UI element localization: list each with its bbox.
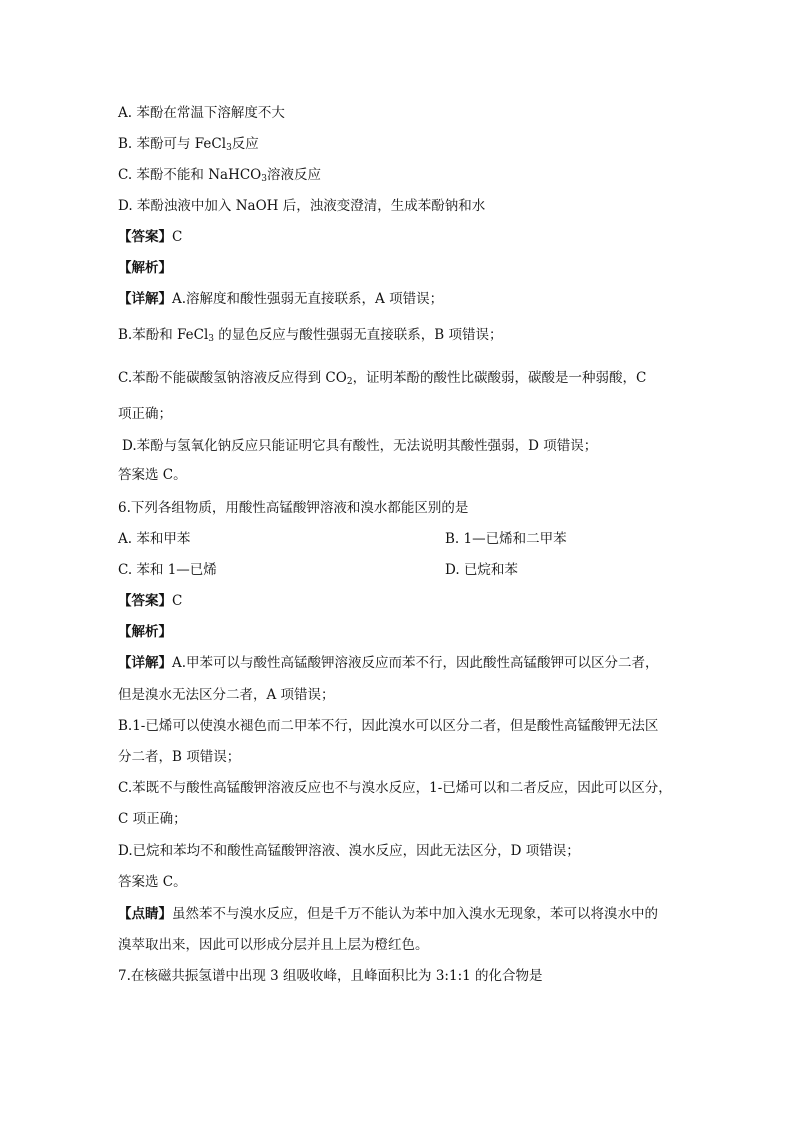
q5-detail-c-line2: 项正确； [118,406,172,422]
q6-stem: 6.下列各组物质，用酸性高锰酸钾溶液和溴水都能区别的是 [118,500,469,516]
q6-detail-d: D.已烷和苯均不和酸性高锰酸钾溶液、溴水反应，因此无法区分，D 项错误； [118,843,580,859]
q6-detail-c-line1: C.苯既不与酸性高锰酸钾溶液反应也不与溴水反应，1-已烯可以和二者反应，因此可以区分， [118,780,672,796]
q5-option-c: C. 苯酚不能和 NaHCO$_3$溶液反应 [118,167,321,184]
q6-option-d: D. 已烷和苯 [445,562,518,578]
q5-option-b: B. 苯酚可与 FeCl$_3$反应 [118,136,259,153]
q5-analysis-tag: 【解析】 [118,260,172,276]
q6-tip-line1: 【点睛】虽然苯不与溴水反应，但是千万不能认为苯中加入溴水无现象，苯可以将溴水中的 [118,906,658,922]
q7-stem: 7.在核磁共振氢谱中出现 3 组吸收峰，且峰面积比为 3:1:1 的化合物是 [118,968,543,984]
q6-option-c: C. 苯和 1—已烯 [118,562,217,578]
q6-tip-line2: 溴萃取出来，因此可以形成分层并且上层为橙红色。 [118,937,429,953]
q5-detail-d: D.苯酚与氢氧化钠反应只能证明它具有酸性，无法说明其酸性强弱，D 项错误； [122,438,598,454]
q6-option-b: B. 1—已烯和二甲苯 [445,531,567,547]
q6-detail-b-line2: 分二者，B 项错误； [118,749,241,765]
q6-conclusion: 答案选 C。 [118,874,187,890]
q5-detail-a: 【详解】A.溶解度和酸性强弱无直接联系，A 项错误； [118,291,444,307]
q6-detail-b-line1: B.1-已烯可以使溴水褪色而二甲苯不行，因此溴水可以区分二者，但是酸性高锰酸钾无法区 [118,718,659,734]
q6-detail-a-line2: 但是溴水无法区分二者，A 项错误； [118,687,335,703]
q6-answer: 【答案】C [118,593,183,609]
q5-conclusion: 答案选 C。 [118,467,187,483]
q5-option-a: A. 苯酚在常温下溶解度不大 [118,105,285,121]
q5-detail-c-line1: C.苯酚不能碳酸氢钠溶液反应得到 $CO_2$，证明苯酚的酸性比碳酸弱，碳酸是一种弱酸，C [118,370,647,387]
q6-detail-c-line2: C 项正确； [118,811,187,827]
q6-detail-a-line1: 【详解】A.甲苯可以与酸性高锰酸钾溶液反应而苯不行，因此酸性高锰酸钾可以区分二者， [118,655,659,671]
q5-answer: 【答案】C [118,229,183,245]
q5-option-d: D. 苯酚浊液中加入 NaOH 后，浊液变澄清，生成苯酚钠和水 [118,198,486,214]
q6-option-a: A. 苯和甲苯 [118,531,191,547]
q5-detail-b: B.苯酚和 FeCl$_3$ 的显色反应与酸性强弱无直接联系，B 项错误； [118,327,503,344]
q6-analysis-tag: 【解析】 [118,624,172,640]
